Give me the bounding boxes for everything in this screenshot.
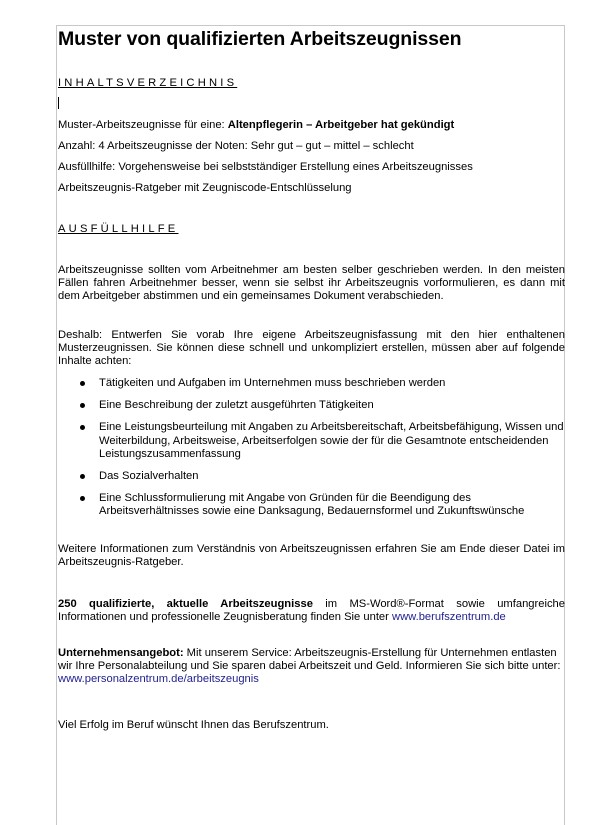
bullet-icon (80, 425, 85, 430)
offer-bold: 250 qualifizierte, aktuelle Arbeitszeugnisse (58, 598, 313, 610)
toc-line-1-prefix: Muster-Arbeitszeugnisse für eine: (58, 119, 228, 131)
company-paragraph (58, 647, 565, 687)
list-item: Eine Beschreibung der zuletzt ausgeführten Tätigkeiten (58, 399, 565, 412)
company-bold: Unternehmensangebot: (58, 647, 184, 659)
required-content-list (58, 377, 565, 519)
help-paragraph-1: Arbeitszeugnisse sollten vom Arbeitnehmer am besten selber geschrieben werden. In den meisten Fällen fahren Arbeitnehmer besser, wenn sie selbst ihr Arbeitszeugnis vorformulieren, es dann mit dem Arbeitgeber abstimmen und ein gemeinsames Dokument verabschieden. (58, 264, 565, 303)
page-title: Muster von qualifizierten Arbeitszeugnissen (58, 28, 462, 50)
text-cursor (58, 97, 59, 109)
berufszentrum-link[interactable]: www.berufszentrum.de (391, 611, 506, 624)
help-paragraph-2: Deshalb: Entwerfen Sie vorab Ihre eigene Arbeitszeugnisfassung mit den hier enthaltenen Musterzeugnissen. Sie können diese schnell und unkompliziert erstellen, müssen aber auf folgende Inhalte achten: (58, 329, 565, 368)
toc-line-1-bold: Altenpflegerin – Arbeitgeber hat gekündigt (227, 119, 455, 131)
closing-line: Viel Erfolg im Beruf wünscht Ihnen das Berufszentrum. (58, 719, 329, 731)
toc-line-3: Ausfüllhilfe: Vorgehensweise bei selbstständiger Erstellung eines Arbeitszeugnisses (58, 161, 473, 173)
bullet-icon (80, 474, 85, 479)
personalzentrum-link[interactable]: www.personalzentrum.de/arbeitszeugnis (58, 673, 259, 686)
list-item: Das Sozialverhalten (58, 470, 565, 483)
offer-text: im MS-Word®-Format sowie umfangreiche Informationen und professionelle Zeugnisberatung finden Sie unter (58, 598, 565, 624)
list-item: Tätigkeiten und Aufgaben im Unternehmen muss beschrieben werden (58, 377, 565, 390)
toc-line-1 (58, 119, 454, 132)
document-page (56, 25, 565, 825)
help-heading: AUSFÜLLHILFE (58, 223, 179, 235)
offer-paragraph (58, 598, 565, 624)
toc-heading: INHALTSVERZEICHNIS (58, 77, 238, 89)
help-paragraph-3: Weitere Informationen zum Verständnis von Arbeitszeugnissen erfahren Sie am Ende dieser Datei im Arbeitszeugnis-Ratgeber. (58, 543, 565, 569)
bullet-icon (80, 381, 85, 386)
toc-line-4: Arbeitszeugnis-Ratgeber mit Zeugniscode-Entschlüsselung (58, 182, 352, 194)
bullet-icon (80, 403, 85, 408)
company-text: Mit unserem Service: Arbeitszeugnis-Erstellung für Unternehmen entlasten wir Ihre Personalabteilung und Sie sparen dabei Arbeitszeit und Geld. Informieren Sie sich bitte unter: (58, 647, 561, 673)
list-item: Eine Schlussformulierung mit Angabe von Gründen für die Beendigung des Arbeitsverhältnisses sowie eine Danksagung, Bedauernsformel und Zukunftswünsche (58, 492, 565, 518)
toc-line-2: Anzahl: 4 Arbeitszeugnisse der Noten: Sehr gut – gut – mittel – schlecht (58, 140, 414, 152)
list-item: Eine Leistungsbeurteilung mit Angaben zu Arbeitsbereitschaft, Arbeitsbefähigung, Wissen und Weiterbildung, Arbeitsweise, Arbeitserfolgen sowie der für die Gesamtnote entscheidenden Leistungszusammenfassung (58, 421, 565, 461)
bullet-icon (80, 496, 85, 501)
